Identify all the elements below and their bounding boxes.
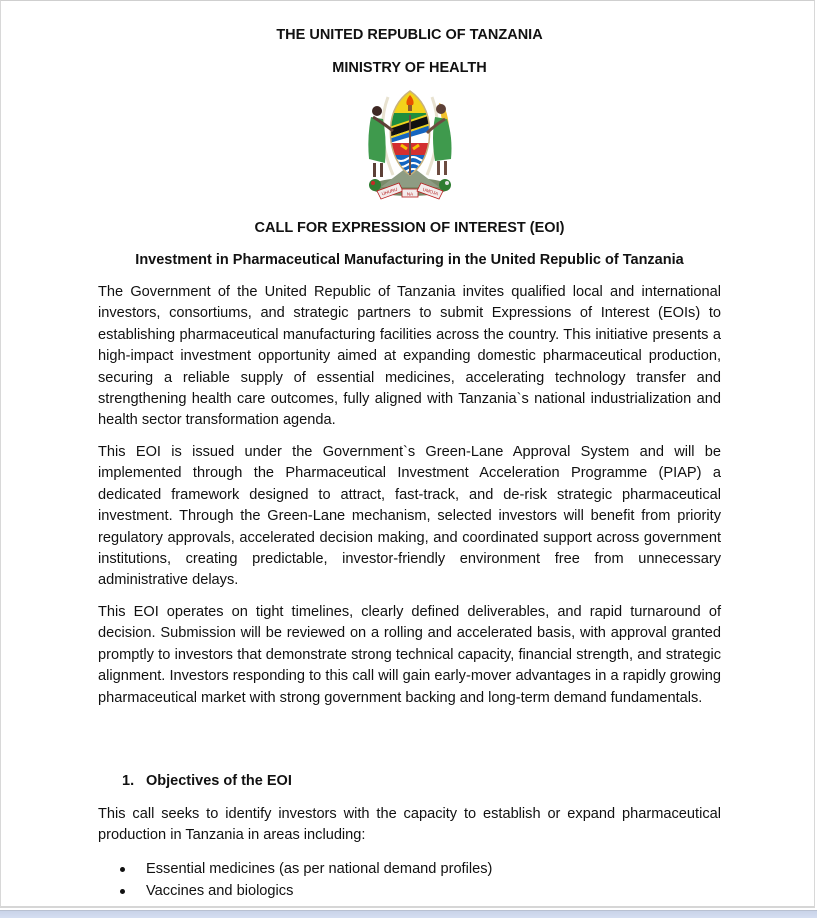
- document-subtitle: Investment in Pharmaceutical Manufacturing in the United Republic of Tanzania: [135, 252, 684, 268]
- intro-paragraph: The Government of the United Republic of Tanzania invites qualified local and international investors, consortiums, and strategic partners to submit Expressions of Interest (EOIs) to establishing pharmaceutical manufacturing facilities across the country. This initiative presents a high-impact investment opportunity aimed at expanding domestic pharmaceutical production, securing a reliable supply of essential medicines, accelerating technology transfer and strengthening health care outcomes, fully aligned with Tanzania`s national industrialization and health sector transformation agenda.: [98, 284, 721, 429]
- tanzania-coat-of-arms-icon: [353, 87, 467, 202]
- section-heading-objectives: [122, 773, 292, 789]
- section-number: 1.: [122, 773, 135, 789]
- viewer-bottom-bar: [0, 910, 817, 918]
- objectives-list: [98, 858, 492, 902]
- list-item: [98, 858, 492, 880]
- country-heading: THE UNITED REPUBLIC OF TANZANIA: [276, 27, 543, 43]
- svg-text:UHURU: UHURU: [381, 186, 399, 197]
- bullet-icon: [120, 889, 125, 894]
- svg-text:UMOJA: UMOJA: [422, 186, 439, 197]
- objectives-intro: This call seeks to identify investors with the capacity to establish or expand pharmaceutical production in Tanzania in areas including:: [98, 806, 721, 844]
- green-lane-paragraph: This EOI is issued under the Government`s Green-Lane Approval System and will be implemented through the Pharmaceutical Investment Acceleration Programme (PIAP) a dedicated framework designed to attract, fast-track, and de-risk strategic pharmaceutical investment. Through the Green-Lane mechanism, selected investors will benefit from priority regulatory approvals, accelerated decision making, and coordinated support across government institutions, creating predictable, investor-friendly environment free from unnecessary administrative delays.: [98, 444, 721, 589]
- list-item: [98, 880, 492, 902]
- list-item-text: Essential medicines (as per national demand profiles): [146, 861, 493, 877]
- timeline-paragraph: This EOI operates on tight timelines, clearly defined deliverables, and rapid turnaround of decision. Submission will be reviewed on a rolling and accelerated basis, with approval granted promptly to investors that demonstrate strong technical capacity, financial strength, and strategic alignment. Investors responding to this call will gain early-mover advantages in a rapidly growing pharmaceutical market with strong government backing and long-term demand fundamentals.: [98, 604, 721, 706]
- list-item-text: Vaccines and biologics: [146, 883, 294, 899]
- section-title: Objectives of the EOI: [146, 773, 292, 789]
- bullet-icon: [120, 867, 125, 872]
- document-title: CALL FOR EXPRESSION OF INTEREST (EOI): [254, 220, 565, 236]
- ministry-heading: MINISTRY OF HEALTH: [332, 60, 487, 76]
- svg-text:NA: NA: [406, 191, 414, 197]
